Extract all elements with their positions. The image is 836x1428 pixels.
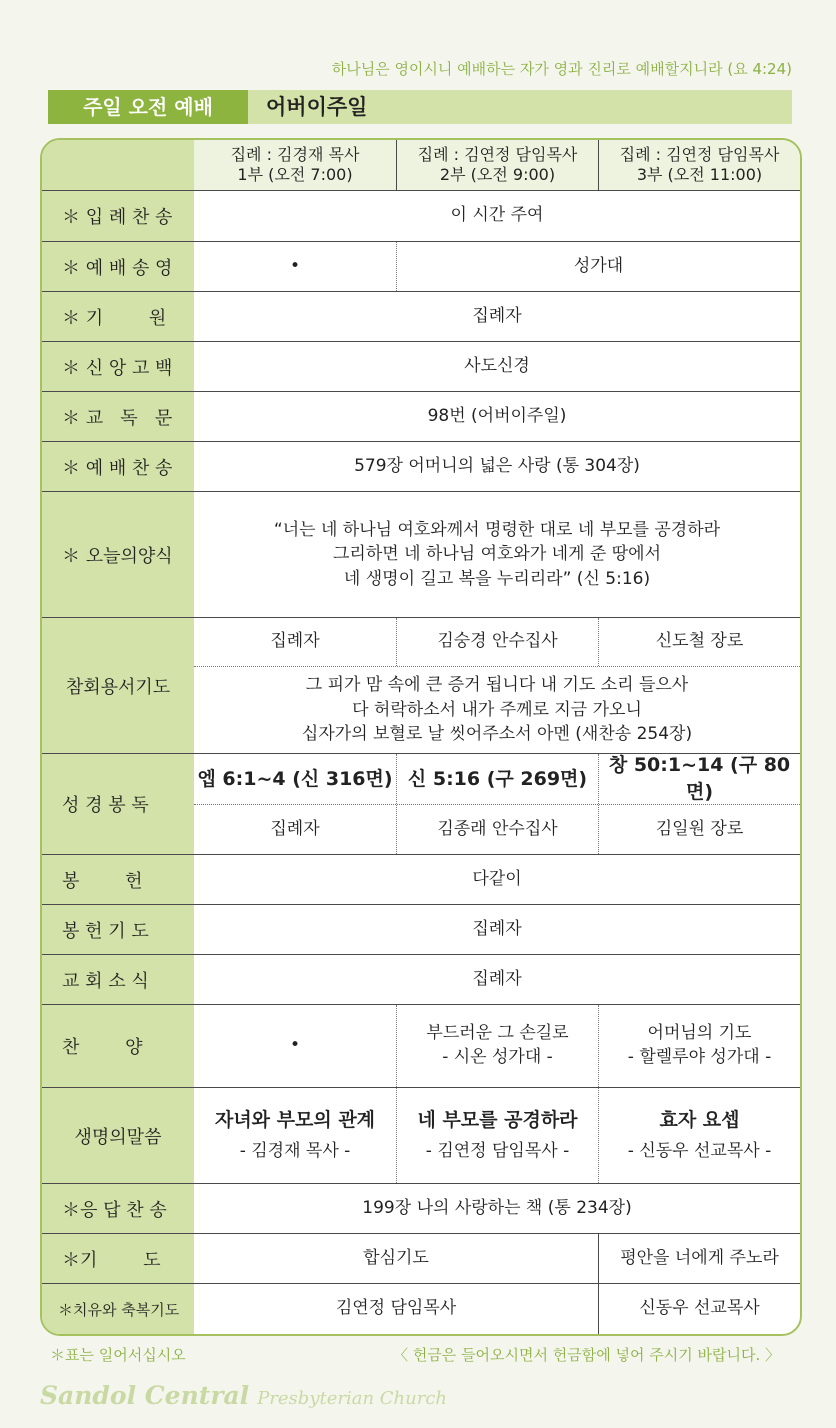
standing-note: ＊표는 일어서십시오 [50, 1346, 186, 1364]
header-time: 1부 (오전 7:00) [237, 165, 353, 184]
scripture-ref-1: 엡 6:1~4 (신 316면) [197, 767, 393, 790]
row-entrance-hymn [42, 191, 800, 242]
header-leader: 집례 : 김연정 담임목사 [417, 145, 578, 164]
row-value: 이 시간 주여 [450, 205, 544, 226]
scripture-ref-2: 신 5:16 (구 269면) [396, 754, 598, 804]
quote-line: “너는 네 하나님 여호와께서 명령한 대로 네 부모를 공경하라 [273, 519, 721, 540]
anthem-2 [396, 1005, 598, 1087]
row-daily-bread [42, 492, 800, 618]
prayer-leader-2: 김숭경 안수집사 [396, 618, 598, 666]
anthem-title: 어머님의 기도 [647, 1023, 752, 1044]
row-doxology [42, 242, 800, 292]
row-label: 교 회 소 식 [62, 970, 149, 992]
sermon-title: 네 부모를 공경하라 [417, 1109, 578, 1131]
row-value-third: 평안을 너에게 주노라 [598, 1234, 800, 1283]
header-leader: 집례 : 김경재 목사 [230, 145, 360, 164]
row-value: 199장 나의 사랑하는 책 (통 234장) [362, 1197, 632, 1218]
anthem-3 [598, 1005, 800, 1087]
row-label: ＊ 교 독 문 [62, 407, 173, 429]
row-label: ＊ 입 례 찬 송 [62, 207, 173, 228]
brand-sub: Presbyterian Church [257, 1388, 448, 1409]
row-label: ＊응 답 찬 송 [62, 1199, 167, 1221]
reader-2: 김종래 안수집사 [396, 805, 598, 854]
row-offering [42, 855, 800, 905]
row-label: ＊기 도 [62, 1249, 161, 1271]
quote-line: 그리하면 네 하나님 여호와가 네게 준 땅에서 [332, 544, 662, 565]
row-label: ＊ 오늘의양식 [62, 545, 173, 567]
row-label: ＊ 기 원 [62, 307, 167, 329]
sermon-preacher: - 신동우 선교목사 - [627, 1141, 772, 1162]
scripture-ref-3: 창 50:1~14 (구 80면) [598, 754, 800, 804]
header-service-2 [396, 140, 598, 190]
offering-note: 〈 헌금은 들어오시면서 헌금함에 넣어 주시기 바랍니다. 〉 [393, 1346, 780, 1364]
header-leader: 집례 : 김연정 담임목사 [619, 145, 780, 164]
row-label: 참회용서기도 [65, 676, 171, 698]
row-label: 생명의말씀 [74, 1126, 162, 1148]
service-title: 주일 오전 예배 [48, 90, 248, 124]
order-of-worship-table [40, 138, 802, 1336]
reader-3: 김일원 장로 [598, 805, 800, 854]
service-theme: 어버이주일 [266, 95, 368, 119]
sermon-preacher: - 김경재 목사 - [239, 1141, 351, 1162]
row-offering-prayer [42, 905, 800, 955]
prayer-leader-3: 신도철 장로 [598, 618, 800, 666]
bullet-mark: • [289, 1035, 301, 1056]
row-value: 579장 어머니의 넓은 사랑 (통 304장) [354, 455, 640, 476]
row-value: 김연정 담임목사 [335, 1298, 457, 1319]
row-church-news [42, 955, 800, 1005]
row-value: 사도신경 [464, 355, 530, 376]
row-label: ＊치유와 축복기도 [58, 1300, 180, 1319]
row-label: 봉 헌 기 도 [62, 920, 149, 942]
row-value: 성가대 [396, 242, 800, 291]
row-value: 집례자 [472, 918, 522, 939]
row-responsive-reading [42, 392, 800, 442]
row-repentance-prayer [42, 618, 800, 754]
header-time: 2부 (오전 9:00) [439, 165, 556, 184]
hymn-line: 십자가의 보혈로 날 씻어주소서 아멘 (새찬송 254장) [301, 724, 693, 745]
anthem-choir: - 시온 성가대 - [442, 1047, 553, 1067]
row-label: ＊ 예 배 찬 송 [62, 457, 173, 479]
reader-1: 집례자 [270, 818, 320, 839]
row-value: 집례자 [472, 305, 522, 326]
row-label: 성 경 봉 독 [62, 795, 149, 816]
row-label: ＊ 예 배 송 영 [62, 257, 173, 279]
sermon-title: 자녀와 부모의 관계 [214, 1109, 376, 1131]
sermon-title: 효자 요셉 [659, 1109, 740, 1131]
sermon-2 [396, 1088, 598, 1183]
church-brand [40, 1381, 447, 1410]
sermon-1 [194, 1088, 396, 1183]
row-value: 합심기도 [363, 1247, 429, 1268]
scripture-verse: 하나님은 영이시니 예배하는 자가 영과 진리로 예배할지니라 (요 4:24) [331, 60, 792, 78]
prayer-hymn-lines [194, 667, 800, 753]
anthem-title: 부드러운 그 손길로 [426, 1023, 569, 1044]
row-prayer [42, 1234, 800, 1284]
row-sermon [42, 1088, 800, 1184]
row-response-hymn [42, 1184, 800, 1234]
row-confession-of-faith [42, 342, 800, 392]
title-bar [48, 90, 792, 124]
quote-line: 네 생명이 길고 복을 누리리라” (신 5:16) [343, 568, 651, 589]
anthem-choir: - 할렐루야 성가대 - [627, 1047, 772, 1067]
row-label: 찬 양 [62, 1037, 143, 1058]
row-value: 집례자 [472, 968, 522, 989]
prayer-leader-1: 집례자 [270, 631, 320, 652]
scripture-quote [194, 492, 800, 617]
header-service-3 [598, 140, 800, 190]
row-anthem [42, 1005, 800, 1088]
hymn-line: 다 허락하소서 내가 주께로 지금 가오니 [352, 699, 642, 720]
row-scripture-reading [42, 754, 800, 855]
sermon-3 [598, 1088, 800, 1183]
header-time: 3부 (오전 11:00) [636, 165, 763, 184]
row-label: ＊ 신 앙 고 백 [62, 357, 173, 379]
header-service-1 [194, 140, 396, 190]
row-healing-blessing-prayer [42, 1284, 800, 1334]
row-invocation [42, 292, 800, 342]
row-value: 다같이 [472, 868, 522, 889]
row-value: 98번 (어버이주일) [427, 405, 567, 426]
row-worship-hymn [42, 442, 800, 492]
row-value-third: 신동우 선교목사 [598, 1284, 800, 1334]
brand-name: Sandol Central [40, 1381, 250, 1410]
bullet-mark: • [289, 255, 301, 276]
header-row [42, 140, 800, 191]
sermon-preacher: - 김연정 담임목사 - [425, 1141, 570, 1162]
row-label: 봉 헌 [62, 870, 143, 892]
hymn-line: 그 피가 맘 속에 큰 증거 됩니다 내 기도 소리 들으사 [305, 675, 689, 696]
